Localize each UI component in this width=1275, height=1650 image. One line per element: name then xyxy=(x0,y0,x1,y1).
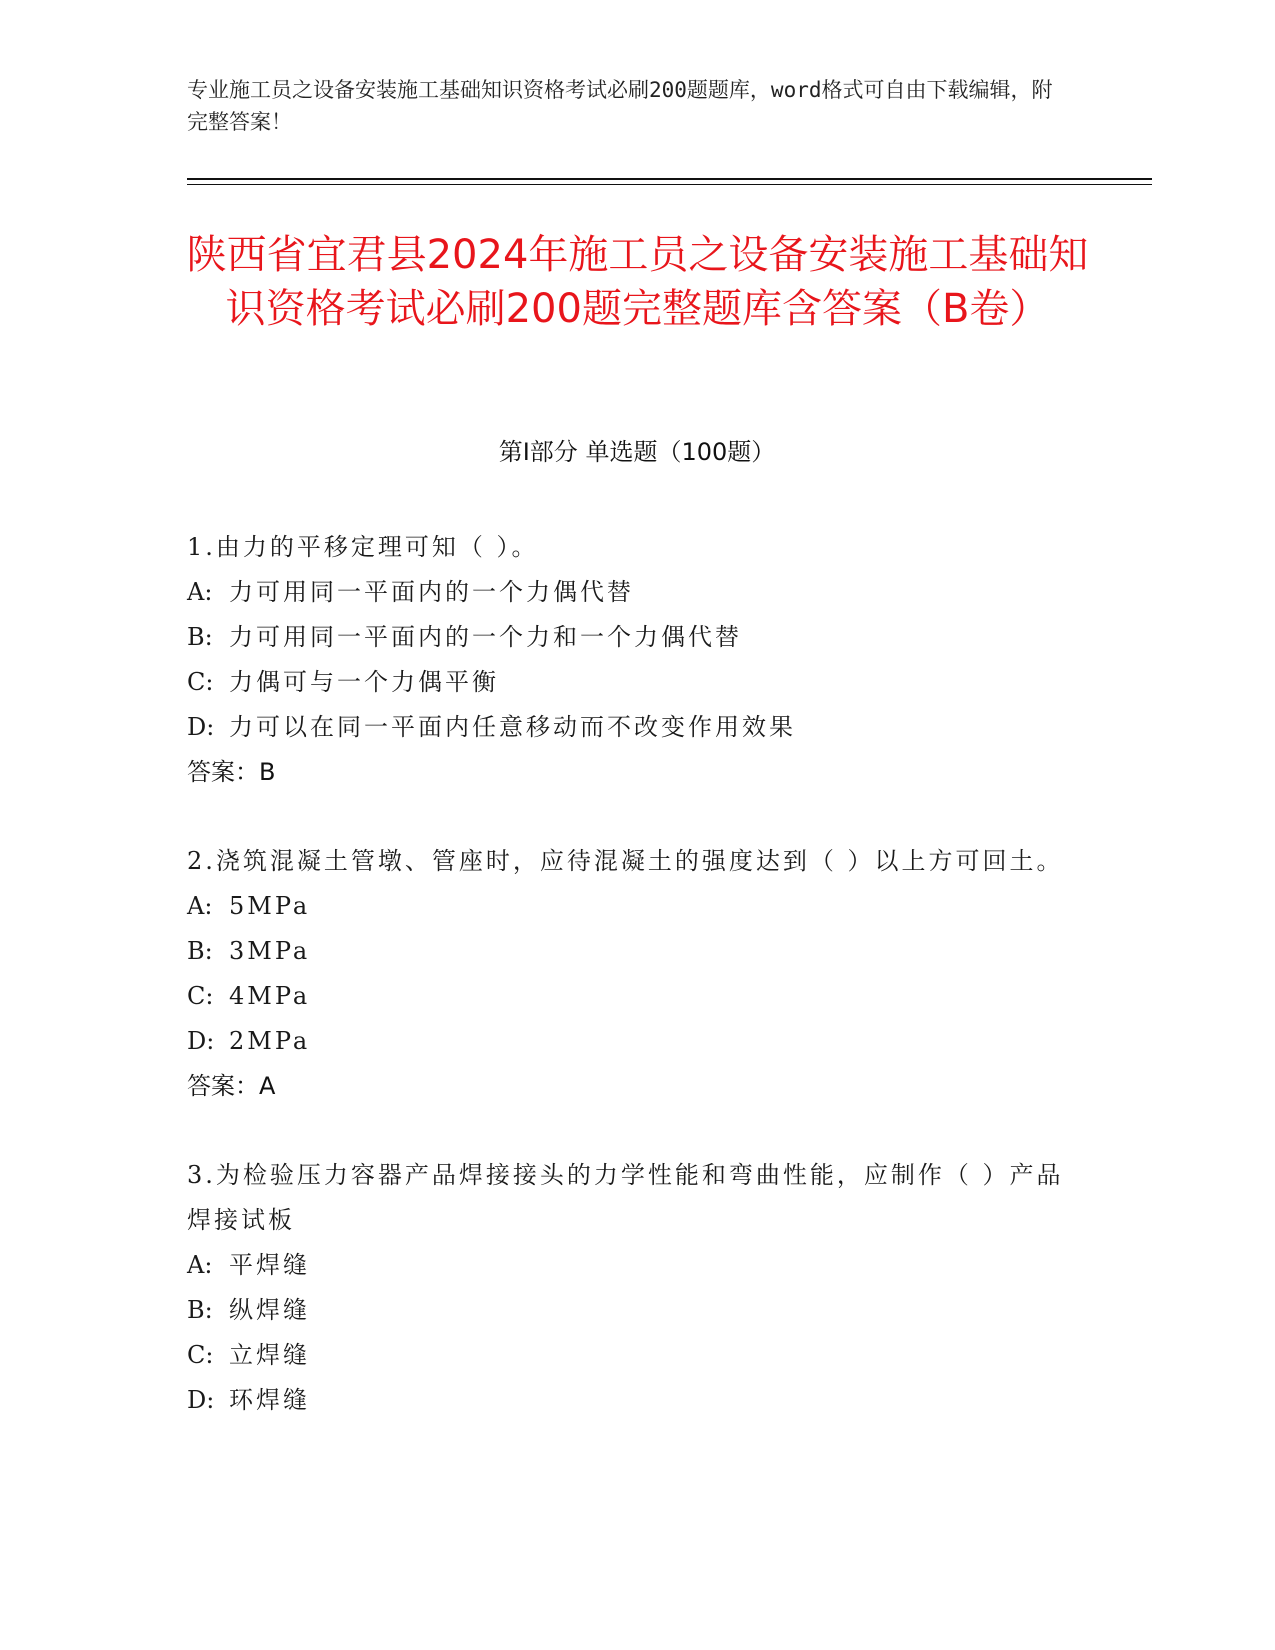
option-d xyxy=(187,1378,1067,1423)
question-1 xyxy=(187,525,1067,795)
option-label: B: xyxy=(187,1296,213,1324)
option-label: B: xyxy=(187,937,213,965)
header-rule-thick xyxy=(187,178,1152,180)
option-label: C: xyxy=(187,1341,214,1369)
option-a xyxy=(187,570,1067,615)
question-2 xyxy=(187,839,1067,1109)
option-text: 3MPa xyxy=(229,937,311,965)
option-label: D: xyxy=(187,1386,215,1414)
option-d xyxy=(187,1019,1067,1064)
option-text: 立焊缝 xyxy=(229,1341,310,1369)
header-note: 专业施工员之设备安装施工基础知识资格考试必刷200题题库，word格式可自由下载编辑，附完整答案！ xyxy=(187,78,1053,134)
option-text: 环焊缝 xyxy=(229,1386,310,1414)
option-label: B: xyxy=(187,623,213,651)
header-rule-thin xyxy=(187,184,1152,185)
option-text: 纵焊缝 xyxy=(229,1296,310,1324)
option-label: C: xyxy=(187,982,214,1010)
answer-line: 答案：A xyxy=(187,1072,276,1100)
question-list xyxy=(187,525,1067,1467)
option-c xyxy=(187,660,1067,705)
option-text: 5MPa xyxy=(229,892,311,920)
option-label: A: xyxy=(187,1251,213,1279)
option-label: A: xyxy=(187,578,213,606)
option-a xyxy=(187,1243,1067,1288)
option-text: 力可用同一平面内的一个力偶代替 xyxy=(229,578,634,606)
option-c xyxy=(187,974,1067,1019)
question-stem: 3.为检验压力容器产品焊接接头的力学性能和弯曲性能，应制作（ ）产品焊接试板 xyxy=(187,1161,1064,1234)
option-text: 力可用同一平面内的一个力和一个力偶代替 xyxy=(229,623,742,651)
option-text: 2MPa xyxy=(229,1027,311,1055)
question-stem: 2.浇筑混凝土管墩、管座时，应待混凝土的强度达到（ ）以上方可回土。 xyxy=(187,847,1064,875)
option-c xyxy=(187,1333,1067,1378)
option-text: 力偶可与一个力偶平衡 xyxy=(229,668,499,696)
option-text: 力可以在同一平面内任意移动而不改变作用效果 xyxy=(229,713,796,741)
option-label: A: xyxy=(187,892,213,920)
question-stem: 1.由力的平移定理可知（ ）。 xyxy=(187,533,539,561)
option-d xyxy=(187,705,1067,750)
document-title: 陕西省宜君县2024年施工员之设备安装施工基础知识资格考试必刷200题完整题库含答案（B卷） xyxy=(186,232,1089,332)
question-3 xyxy=(187,1153,1067,1423)
answer-line: 答案：B xyxy=(187,758,276,786)
option-b xyxy=(187,1288,1067,1333)
option-text: 平焊缝 xyxy=(229,1251,310,1279)
option-b xyxy=(187,929,1067,974)
section-heading: 第I部分 单选题（100题） xyxy=(498,438,776,466)
option-a xyxy=(187,884,1067,929)
option-label: D: xyxy=(187,713,215,741)
option-text: 4MPa xyxy=(229,982,311,1010)
option-b xyxy=(187,615,1067,660)
option-label: C: xyxy=(187,668,214,696)
option-label: D: xyxy=(187,1027,215,1055)
